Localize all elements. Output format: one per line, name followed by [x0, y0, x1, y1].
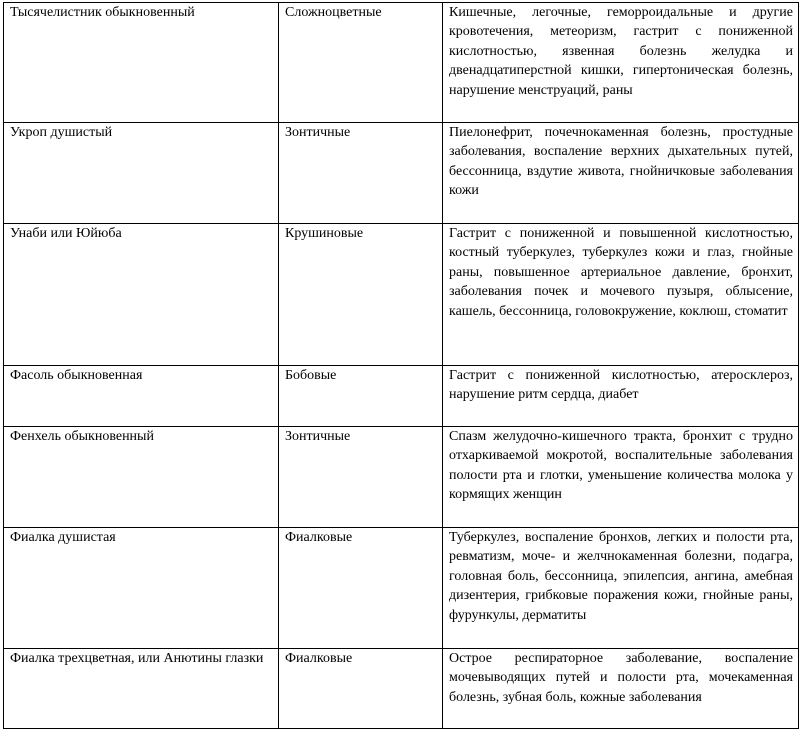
table-row: [4, 649, 799, 729]
plant-name-cell: Тысячелистник обыкновенный: [4, 3, 279, 123]
table-row: [4, 123, 799, 224]
plant-family-cell: Зонтичные: [279, 123, 443, 224]
plant-family-cell: Крушиновые: [279, 224, 443, 366]
plant-indications-cell: Острое респираторное заболевание, воспаление мочевыводящих путей и полости рта, мочекаменная болезнь, зубная боль, кожные заболевания: [443, 649, 799, 729]
table-row: [4, 224, 799, 366]
table-row: [4, 366, 799, 427]
plant-family-cell: Сложноцветные: [279, 3, 443, 123]
table-row: [4, 528, 799, 649]
plant-name-cell: Укроп душистый: [4, 123, 279, 224]
plant-indications-cell: Гастрит с пониженной кислотностью, атеросклероз, нарушение ритм сердца, диабет: [443, 366, 799, 427]
plant-name-cell: Унаби или Юйюба: [4, 224, 279, 366]
plant-family-cell: Бобовые: [279, 366, 443, 427]
plant-family-cell: Фиалковые: [279, 649, 443, 729]
plant-indications-cell: Туберкулез, воспаление бронхов, легких и полости рта, ревматизм, моче- и желчнокаменная болезни, подагра, головная боль, бессонница, эпилепсия, ангина, амебная дизентерия, грибковые поражения кожи, гнойные раны, фурункулы, дерматиты: [443, 528, 799, 649]
plant-indications-cell: Гастрит с пониженной и повышенной кислотностью, костный туберкулез, туберкулез кожи и глаз, гнойные раны, повышенное артериальное давление, бронхит, заболевания почек и мочевого пузыря, облысение, кашель, бессонница, головокружение, коклюш, стоматит: [443, 224, 799, 366]
table-row: [4, 427, 799, 528]
table-row: [4, 3, 799, 123]
medicinal-plants-table: [3, 2, 799, 729]
plant-name-cell: Фасоль обыкновенная: [4, 366, 279, 427]
plant-name-cell: Фиалка душистая: [4, 528, 279, 649]
plant-family-cell: Зонтичные: [279, 427, 443, 528]
plant-indications-cell: Кишечные, легочные, геморроидальные и другие кровотечения, метеоризм, гастрит с пониженной кислотностью, язвенная болезнь желудка и двенадцатиперстной кишки, гипертоническая болезнь, нарушение менструаций, раны: [443, 3, 799, 123]
plant-name-cell: Фиалка трехцветная, или Анютины глазки: [4, 649, 279, 729]
plant-indications-cell: Пиелонефрит, почечнокаменная болезнь, простудные заболевания, воспаление верхних дыхательных путей, бессонница, вздутие живота, гнойничковые заболевания кожи: [443, 123, 799, 224]
plant-family-cell: Фиалковые: [279, 528, 443, 649]
plant-indications-cell: Спазм желудочно-кишечного тракта, бронхит с трудно отхаркиваемой мокротой, воспалительные заболевания полости рта и глотки, уменьшение количества молока у кормящих женщин: [443, 427, 799, 528]
plant-name-cell: Фенхель обыкновенный: [4, 427, 279, 528]
